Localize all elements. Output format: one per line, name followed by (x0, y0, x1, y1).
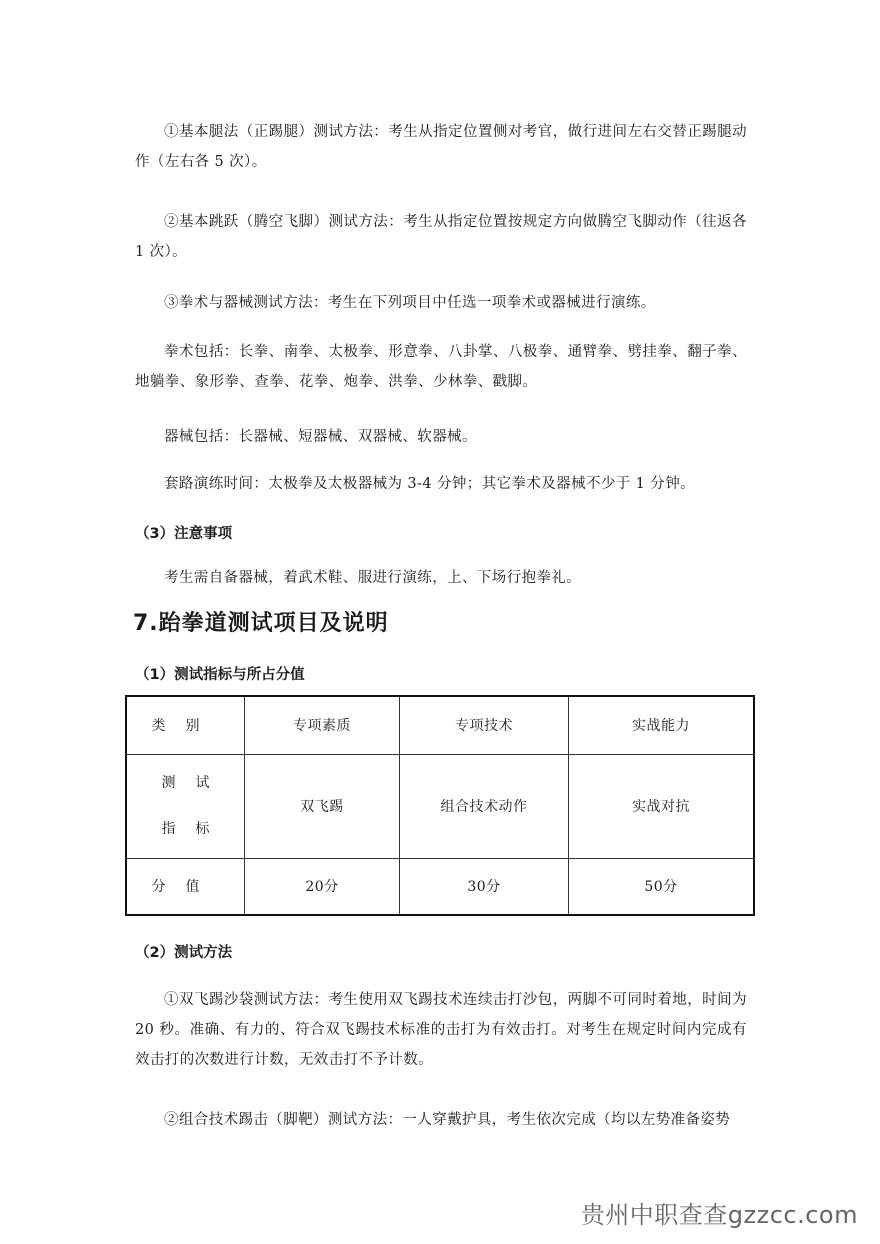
table-header-quality: 专项素质 (245, 696, 400, 754)
table-cell-indicator: 组合技术动作 (400, 754, 569, 858)
table-cell-score: 30分 (400, 858, 569, 915)
score-table (125, 695, 755, 916)
paragraph-routine-choice: ③拳术与器械测试方法：考生在下列项目中任选一项拳术或器械进行演练。 (164, 295, 656, 311)
table-row-label-indicators (126, 754, 245, 858)
section-title-taekwondo: 7.跆拳道测试项目及说明 (133, 611, 389, 636)
table-header-combat: 实战能力 (569, 696, 755, 754)
heading-method: （2）测试方法 (135, 945, 233, 961)
table-cell-indicator: 实战对抗 (569, 754, 755, 858)
paragraph-weapons: 器械包括：长器械、短器械、双器械、软器械。 (164, 429, 477, 445)
watermark: 贵州中职查查gzzcc.com (580, 1201, 858, 1229)
table-cell-score: 50分 (569, 858, 755, 915)
row-label-line1: 测试 (161, 775, 230, 791)
paragraph-fist-styles: 拳术包括：长拳、南拳、太极拳、形意拳、八卦掌、八极拳、通臂拳、劈挂拳、翻子拳、地躺拳、象形拳、查拳、花拳、炮拳、洪拳、少林拳、戳脚。 (135, 344, 747, 390)
table-row-indicators (126, 754, 754, 858)
row-label-line2: 指标 (161, 821, 230, 837)
paragraph-notes: 考生需自备器械，着武术鞋、服进行演练，上、下场行抱拳礼。 (164, 570, 582, 586)
paragraph-front-kick: ①基本腿法（正踢腿）测试方法：考生从指定位置侧对考官，做行进间左右交替正踢腿动作（左右各 5 次）。 (135, 124, 747, 170)
heading-indicators: （1）测试指标与所占分值 (135, 667, 305, 683)
table-cell-score: 20分 (245, 858, 400, 915)
paragraph-routine-time: 套路演练时间：太极拳及太极器械为 3-4 分钟；其它拳术及器械不少于 1 分钟。 (164, 476, 696, 492)
paragraph-flying-kick: ②基本跳跃（腾空飞脚）测试方法：考生从指定位置按规定方向做腾空飞脚动作（往返各 1 次）。 (135, 214, 747, 260)
paragraph-double-kick: ①双飞踢沙袋测试方法：考生使用双飞踢技术连续击打沙包，两脚不可同时着地，时间为 20 秒。准确、有力的、符合双飞踢技术标准的击打为有效击打。对考生在规定时间内完成有效击打的次数进行计数，无效击打不予计数。 (135, 992, 747, 1068)
paragraph-combo-kick: ②组合技术踢击（脚靶）测试方法：一人穿戴护具，考生依次完成（均以左势准备姿势 (164, 1112, 731, 1128)
table-header-technique: 专项技术 (400, 696, 569, 754)
table-header-category: 类别 (126, 696, 245, 754)
heading-notes: （3）注意事项 (135, 526, 233, 542)
table-row-scores (126, 858, 754, 915)
table-row-label-score: 分值 (126, 858, 245, 915)
table-cell-indicator: 双飞踢 (245, 754, 400, 858)
table-header-row (126, 696, 754, 754)
